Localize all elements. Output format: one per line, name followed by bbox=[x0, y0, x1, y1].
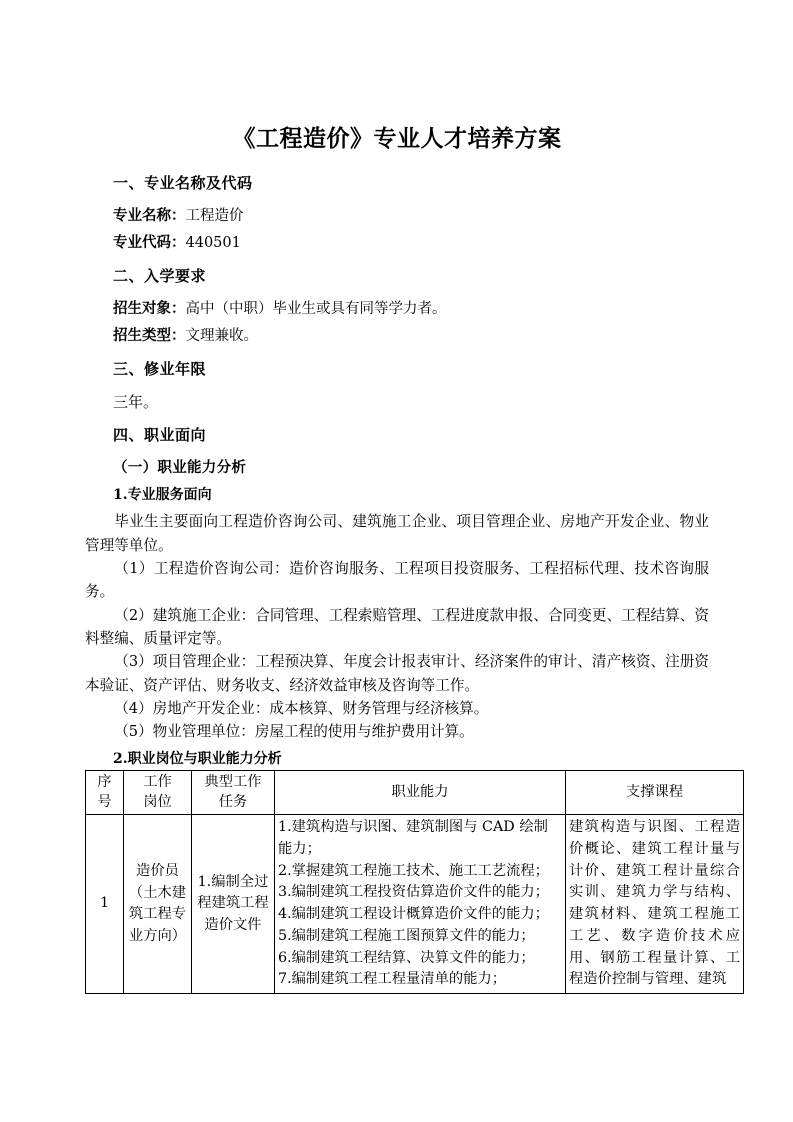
table-header-no-line2: 号 bbox=[97, 793, 112, 810]
page-content bbox=[85, 0, 740, 994]
field-enrollment-type-value: 文理兼收。 bbox=[185, 328, 258, 345]
field-enrollment-type-label: 招生类型 bbox=[113, 327, 171, 345]
field-major-name-sep: ： bbox=[171, 206, 186, 224]
field-enrollment-target bbox=[85, 299, 709, 317]
table-cell-courses bbox=[566, 815, 744, 994]
table-header-task-line2: 任务 bbox=[218, 793, 248, 810]
field-major-name bbox=[85, 206, 709, 224]
table-header-post-line1: 工作 bbox=[143, 773, 172, 790]
field-enrollment-target-value: 高中（中职）毕业生或具有同等学力者。 bbox=[185, 300, 447, 317]
service-orientation-item-3: （3）项目管理企业：工程预决算、年度会计报表审计、经济案件的审计、清产核资、注册资本验证、资产评估、财务收支、经济效益审核及咨询等工作。 bbox=[85, 653, 709, 694]
field-major-code-sep: ： bbox=[171, 234, 186, 252]
service-orientation-intro: 毕业生主要面向工程造价咨询公司、建筑施工企业、项目管理企业、房地产开发企业、物业管理等单位。 bbox=[85, 513, 709, 554]
table-header-course: 支撑课程 bbox=[566, 770, 744, 814]
field-enrollment-target-label: 招生对象 bbox=[113, 299, 171, 317]
service-orientation-item-4: （4）房地产开发企业：成本核算、财务管理与经济核算。 bbox=[114, 700, 489, 718]
table-cell-task: 1.编制全过程建筑工程造价文件 bbox=[192, 815, 275, 994]
table-header-task bbox=[192, 770, 275, 814]
subsection-heading-service-orientation: 1.专业服务面向 bbox=[113, 487, 212, 504]
table-header-no-line1: 序 bbox=[97, 773, 112, 790]
table-header-task-line1: 典型工作 bbox=[204, 773, 262, 790]
section-heading-1: 一、专业名称及代码 bbox=[113, 173, 253, 192]
section-heading-3: 三、修业年限 bbox=[113, 359, 207, 378]
field-enrollment-target-sep: ： bbox=[171, 299, 186, 317]
career-ability-table bbox=[85, 770, 744, 994]
table-header-post-line2: 岗位 bbox=[143, 793, 172, 810]
table-header-ability: 职业能力 bbox=[275, 770, 566, 814]
service-orientation-item-1: （1）工程造价咨询公司：造价咨询服务、工程项目投资服务、工程招标代理、技术咨询服务。 bbox=[85, 560, 709, 601]
ability-item: 1.建筑构造与识图、建筑制图与 CAD 绘制能力； bbox=[278, 819, 548, 857]
service-orientation-item-2: （2）建筑施工企业：合同管理、工程索赔管理、工程进度款申报、合同变更、工程结算、资料整编、质量评定等。 bbox=[85, 606, 709, 648]
section-heading-4: 四、职业面向 bbox=[113, 425, 207, 444]
ability-item: 2.掌握建筑工程施工技术、施工工艺流程； bbox=[278, 862, 549, 879]
table-cell-abilities bbox=[275, 815, 566, 994]
ability-item: 6.编制建筑工程结算、决算文件的能力； bbox=[278, 949, 535, 966]
section-heading-2: 二、入学要求 bbox=[113, 266, 207, 285]
table-cell-post: 造价员（土木建筑工程专业方向） bbox=[124, 815, 192, 994]
field-major-code-label: 专业代码 bbox=[113, 234, 171, 252]
table-cell-no: 1 bbox=[86, 815, 124, 994]
ability-item: 5.编制建筑工程施工图预算文件的能力； bbox=[278, 927, 535, 944]
table-header-row bbox=[86, 770, 744, 814]
table-header-post bbox=[124, 770, 192, 814]
field-major-name-value: 工程造价 bbox=[185, 207, 244, 224]
course-list-text: 建筑构造与识图、工程造价概论、建筑工程计量与计价、建筑工程计量综合实训、建筑力学与结构、建筑材料、建筑工程施工工艺、数字造价技术应用、钢筋工程量计算、工程造价控制与管理、建筑 bbox=[569, 819, 740, 988]
study-duration-value: 三年。 bbox=[113, 392, 159, 411]
table-header-no bbox=[86, 770, 124, 814]
page-title: 《工程造价》专业人才培养方案 bbox=[232, 125, 562, 152]
table-row bbox=[86, 815, 744, 994]
field-enrollment-type-sep: ： bbox=[171, 327, 186, 345]
subsection-heading-career-ability-analysis: （一）职业能力分析 bbox=[113, 458, 247, 476]
field-major-code bbox=[85, 236, 709, 251]
field-enrollment-type bbox=[85, 329, 709, 344]
ability-item: 7.编制建筑工程工程量清单的能力； bbox=[278, 971, 507, 988]
service-orientation-item-5: （5）物业管理单位：房屋工程的使用与维护费用计算。 bbox=[114, 723, 474, 741]
ability-item: 4.编制建筑工程设计概算造价文件的能力； bbox=[278, 906, 549, 923]
field-major-code-value: 440501 bbox=[185, 235, 241, 252]
ability-item: 3.编制建筑工程投资估算造价文件的能力； bbox=[278, 884, 549, 901]
subsection-heading-post-ability-analysis: 2.职业岗位与职业能力分析 bbox=[113, 750, 282, 767]
field-major-name-label: 专业名称 bbox=[113, 206, 171, 224]
